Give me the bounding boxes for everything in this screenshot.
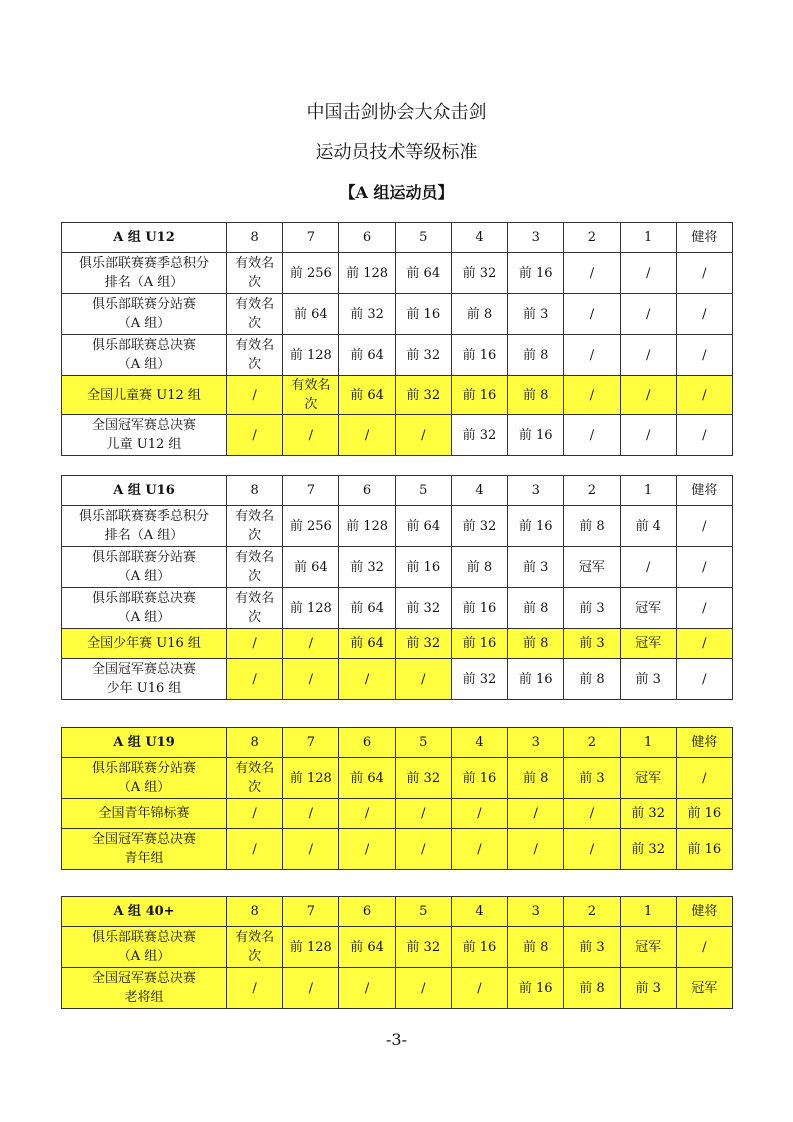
grade-cell: 前 64 xyxy=(283,294,339,335)
grade-cell: 前 64 xyxy=(339,758,395,799)
grade-cell: 前 256 xyxy=(283,506,339,547)
grade-cell: 前 64 xyxy=(339,376,395,415)
grade-cell: / xyxy=(451,829,507,870)
grade-header: 5 xyxy=(395,728,451,758)
table-row xyxy=(62,253,733,294)
grade-cell: / xyxy=(676,547,732,588)
grade-cell: 前 128 xyxy=(339,506,395,547)
grade-cell: / xyxy=(676,588,732,629)
header-row xyxy=(62,897,733,927)
event-label xyxy=(62,629,227,659)
table-row xyxy=(62,629,733,659)
grade-header: 8 xyxy=(227,223,283,253)
event-label xyxy=(62,799,227,829)
event-label-line: 儿童 U12 组 xyxy=(106,437,182,452)
grade-cell: / xyxy=(676,506,732,547)
grade-cell: / xyxy=(564,335,620,376)
grade-cell: 前 8 xyxy=(508,588,564,629)
event-label-line: 青年组 xyxy=(124,851,164,866)
grade-header: 2 xyxy=(564,897,620,927)
grade-cell: 有效名次 xyxy=(227,927,283,968)
grade-cell: / xyxy=(339,968,395,1009)
grade-cell: 前 8 xyxy=(508,376,564,415)
grade-header: 2 xyxy=(564,728,620,758)
grade-cell: / xyxy=(227,629,283,659)
grade-header: 1 xyxy=(620,223,676,253)
grade-header: 6 xyxy=(339,476,395,506)
grade-cell: 前 32 xyxy=(395,927,451,968)
grade-cell: / xyxy=(451,799,507,829)
grade-cell: / xyxy=(676,629,732,659)
event-label xyxy=(62,758,227,799)
grade-cell: 前 64 xyxy=(395,506,451,547)
event-label xyxy=(62,968,227,1009)
group-name: A 组 40+ xyxy=(62,897,227,927)
group-name: A 组 U12 xyxy=(62,223,227,253)
grade-cell: / xyxy=(564,829,620,870)
table-u19 xyxy=(61,727,733,870)
grade-cell: 冠军 xyxy=(620,758,676,799)
grade-header: 3 xyxy=(508,728,564,758)
event-label-line: （A 组） xyxy=(117,357,171,372)
grade-header: 健将 xyxy=(676,476,732,506)
grade-cell: / xyxy=(676,415,732,456)
grade-cell: / xyxy=(395,415,451,456)
grade-header: 7 xyxy=(283,897,339,927)
grade-cell: 前 128 xyxy=(283,588,339,629)
grade-cell: 前 32 xyxy=(620,829,676,870)
grade-cell: / xyxy=(395,659,451,700)
table-row xyxy=(62,829,733,870)
grade-cell: 有效名次 xyxy=(227,547,283,588)
grade-cell: 前 8 xyxy=(564,659,620,700)
grade-header: 6 xyxy=(339,728,395,758)
grade-cell: 前 32 xyxy=(451,506,507,547)
grade-header: 4 xyxy=(451,476,507,506)
table-u12 xyxy=(61,222,733,456)
grade-header: 3 xyxy=(508,223,564,253)
grade-cell: 前 128 xyxy=(283,335,339,376)
group-name: A 组 U19 xyxy=(62,728,227,758)
event-label-line: 全国冠军赛总决赛 xyxy=(91,971,196,986)
event-label-line: 全国冠军赛总决赛 xyxy=(91,832,196,847)
event-label-line: 全国冠军赛总决赛 xyxy=(91,418,196,433)
grade-header: 3 xyxy=(508,476,564,506)
event-label xyxy=(62,659,227,700)
table-row xyxy=(62,799,733,829)
grade-cell: 前 32 xyxy=(395,758,451,799)
grade-cell: 前 3 xyxy=(508,547,564,588)
grade-cell: / xyxy=(227,968,283,1009)
grade-cell: 前 128 xyxy=(339,253,395,294)
grade-cell: / xyxy=(620,376,676,415)
event-label-line: （A 组） xyxy=(117,316,171,331)
table-row xyxy=(62,376,733,415)
grade-cell: / xyxy=(676,376,732,415)
grade-cell: 前 16 xyxy=(508,506,564,547)
event-label-line: 全国儿童赛 U12 组 xyxy=(87,387,201,403)
grade-cell: / xyxy=(620,253,676,294)
grade-cell: / xyxy=(227,799,283,829)
grade-cell: 前 32 xyxy=(451,659,507,700)
grade-cell: 前 16 xyxy=(451,629,507,659)
grade-cell: / xyxy=(395,968,451,1009)
table-u16 xyxy=(61,475,733,700)
grade-cell: / xyxy=(620,415,676,456)
grade-header: 5 xyxy=(395,897,451,927)
grade-cell: 前 8 xyxy=(508,927,564,968)
event-label xyxy=(62,927,227,968)
grade-cell: 有效名次 xyxy=(227,294,283,335)
table-row xyxy=(62,588,733,629)
section-subtitle: 【A 组运动员】 xyxy=(339,183,454,202)
grade-cell: / xyxy=(676,253,732,294)
grade-cell: / xyxy=(339,659,395,700)
grade-cell: 前 8 xyxy=(508,335,564,376)
event-label-line: 俱乐部联赛分站赛 xyxy=(91,761,196,776)
grade-cell: 有效名次 xyxy=(227,588,283,629)
event-label-line: 全国少年赛 U16 组 xyxy=(87,636,201,651)
grade-cell: / xyxy=(227,829,283,870)
event-label-line: （A 组） xyxy=(117,610,171,625)
grade-cell: / xyxy=(227,376,283,415)
grade-cell: 冠军 xyxy=(620,629,676,659)
grade-cell: 前 64 xyxy=(339,335,395,376)
grade-header: 5 xyxy=(395,223,451,253)
grade-cell: 冠军 xyxy=(620,927,676,968)
header-row xyxy=(62,476,733,506)
event-label-line: 俱乐部联赛赛季总积分 xyxy=(78,509,209,524)
event-label-line: （A 组） xyxy=(117,949,171,964)
grade-header: 1 xyxy=(620,476,676,506)
event-label xyxy=(62,253,227,294)
grade-header: 健将 xyxy=(676,728,732,758)
grade-cell: / xyxy=(395,829,451,870)
grade-header: 6 xyxy=(339,897,395,927)
grade-cell: / xyxy=(676,294,732,335)
grade-header: 2 xyxy=(564,476,620,506)
grade-header: 7 xyxy=(283,476,339,506)
table-row xyxy=(62,506,733,547)
table-row xyxy=(62,659,733,700)
grade-cell: / xyxy=(339,799,395,829)
table-row xyxy=(62,415,733,456)
grade-cell: 前 16 xyxy=(508,253,564,294)
doc-title-line1: 中国击剑协会大众击剑 xyxy=(306,102,487,123)
grade-cell: 前 32 xyxy=(339,294,395,335)
grade-cell: / xyxy=(451,968,507,1009)
grade-cell: / xyxy=(620,294,676,335)
grade-cell: / xyxy=(227,415,283,456)
grade-cell: / xyxy=(283,968,339,1009)
event-label-line: 全国冠军赛总决赛 xyxy=(91,662,196,677)
grade-header: 1 xyxy=(620,728,676,758)
grade-cell: / xyxy=(283,659,339,700)
grade-cell: / xyxy=(283,829,339,870)
grade-cell: 前 16 xyxy=(676,829,732,870)
event-label xyxy=(62,506,227,547)
grade-cell: 前 3 xyxy=(620,968,676,1009)
grade-cell: 前 8 xyxy=(508,758,564,799)
grade-cell: 前 16 xyxy=(508,415,564,456)
grade-cell: 前 16 xyxy=(451,376,507,415)
event-label xyxy=(62,415,227,456)
grade-cell: / xyxy=(676,927,732,968)
event-label xyxy=(62,829,227,870)
event-label-line: 全国青年锦标赛 xyxy=(98,806,190,821)
table-row xyxy=(62,758,733,799)
event-label-line: 俱乐部联赛分站赛 xyxy=(91,550,196,565)
grade-cell: 有效名次 xyxy=(283,376,339,415)
grade-cell: 前 32 xyxy=(395,588,451,629)
grade-header: 4 xyxy=(451,223,507,253)
grade-cell: 前 64 xyxy=(339,588,395,629)
grade-cell: 前 32 xyxy=(395,629,451,659)
group-name: A 组 U16 xyxy=(62,476,227,506)
grade-cell: / xyxy=(676,335,732,376)
table-row xyxy=(62,547,733,588)
event-label-line: 俱乐部联赛总决赛 xyxy=(91,591,196,606)
grade-header: 7 xyxy=(283,728,339,758)
grade-cell: 前 8 xyxy=(508,629,564,659)
table-row xyxy=(62,968,733,1009)
grade-cell: / xyxy=(283,415,339,456)
event-label xyxy=(62,376,227,415)
grade-cell: 前 8 xyxy=(564,506,620,547)
grade-cell: 前 128 xyxy=(283,927,339,968)
grade-cell: 有效名次 xyxy=(227,253,283,294)
grade-cell: / xyxy=(283,629,339,659)
grade-cell: / xyxy=(339,415,395,456)
grade-cell: / xyxy=(283,799,339,829)
grade-cell: 前 16 xyxy=(451,588,507,629)
event-label-line: 排名（A 组） xyxy=(104,275,184,290)
grade-cell: 前 16 xyxy=(451,927,507,968)
grade-cell: / xyxy=(564,294,620,335)
grade-cell: 前 16 xyxy=(451,758,507,799)
grade-cell: 前 128 xyxy=(283,758,339,799)
grade-cell: 前 256 xyxy=(283,253,339,294)
grade-cell: 前 32 xyxy=(395,335,451,376)
grade-cell: / xyxy=(564,415,620,456)
grade-header: 8 xyxy=(227,728,283,758)
grade-header: 7 xyxy=(283,223,339,253)
event-label xyxy=(62,335,227,376)
grade-cell: 前 32 xyxy=(339,547,395,588)
table-40plus xyxy=(61,896,733,1009)
grade-cell: / xyxy=(564,253,620,294)
grade-cell: 冠军 xyxy=(564,547,620,588)
event-label-line: 排名（A 组） xyxy=(104,528,184,543)
event-label-line: 俱乐部联赛赛季总积分 xyxy=(78,256,209,271)
grade-cell: 前 16 xyxy=(451,335,507,376)
grade-cell: 有效名次 xyxy=(227,506,283,547)
doc-title-line2: 运动员技术等级标准 xyxy=(315,142,478,163)
grade-cell: / xyxy=(564,376,620,415)
event-label-line: （A 组） xyxy=(117,780,171,795)
grade-cell: / xyxy=(676,758,732,799)
grade-header: 4 xyxy=(451,897,507,927)
grade-cell: 前 8 xyxy=(451,547,507,588)
grade-cell: 前 3 xyxy=(564,629,620,659)
grade-header: 2 xyxy=(564,223,620,253)
grade-cell: / xyxy=(620,547,676,588)
grade-header: 8 xyxy=(227,476,283,506)
event-label-line: 少年 U16 组 xyxy=(106,681,182,696)
event-label-line: 老将组 xyxy=(124,990,164,1005)
grade-header: 4 xyxy=(451,728,507,758)
event-label xyxy=(62,294,227,335)
grade-cell: 前 16 xyxy=(676,799,732,829)
grade-cell: 前 3 xyxy=(564,588,620,629)
grade-cell: / xyxy=(676,659,732,700)
grade-cell: / xyxy=(339,829,395,870)
grade-cell: 前 64 xyxy=(339,927,395,968)
grade-cell: / xyxy=(564,799,620,829)
grade-cell: 前 32 xyxy=(451,253,507,294)
grade-cell: 前 64 xyxy=(283,547,339,588)
grade-header: 健将 xyxy=(676,897,732,927)
grade-header: 健将 xyxy=(676,223,732,253)
grade-cell: 前 4 xyxy=(620,506,676,547)
grade-cell: 前 3 xyxy=(564,758,620,799)
grade-cell: 前 8 xyxy=(451,294,507,335)
event-label-line: 俱乐部联赛总决赛 xyxy=(91,930,196,945)
grade-cell: 前 64 xyxy=(395,253,451,294)
grade-cell: / xyxy=(620,335,676,376)
event-label-line: （A 组） xyxy=(117,569,171,584)
grade-cell: 前 3 xyxy=(620,659,676,700)
grade-cell: 有效名次 xyxy=(227,335,283,376)
table-row xyxy=(62,335,733,376)
grade-header: 6 xyxy=(339,223,395,253)
header-row xyxy=(62,223,733,253)
grade-header: 8 xyxy=(227,897,283,927)
grade-cell: 冠军 xyxy=(676,968,732,1009)
grade-cell: / xyxy=(395,799,451,829)
grade-cell: / xyxy=(227,659,283,700)
grade-cell: 前 32 xyxy=(451,415,507,456)
grade-cell: 前 3 xyxy=(508,294,564,335)
grade-cell: 前 16 xyxy=(395,547,451,588)
page-number: -3- xyxy=(386,1030,407,1049)
grade-header: 5 xyxy=(395,476,451,506)
event-label-line: 俱乐部联赛分站赛 xyxy=(91,297,196,312)
grade-cell: 前 3 xyxy=(564,927,620,968)
event-label xyxy=(62,588,227,629)
grade-cell: 有效名次 xyxy=(227,758,283,799)
grade-header: 3 xyxy=(508,897,564,927)
grade-header: 1 xyxy=(620,897,676,927)
grade-cell: / xyxy=(508,799,564,829)
grade-cell: 前 8 xyxy=(564,968,620,1009)
grade-cell: 前 16 xyxy=(508,659,564,700)
event-label-line: 俱乐部联赛总决赛 xyxy=(91,338,196,353)
grade-cell: 前 32 xyxy=(620,799,676,829)
header-row xyxy=(62,728,733,758)
grade-cell: 冠军 xyxy=(620,588,676,629)
table-row xyxy=(62,927,733,968)
grade-cell: 前 16 xyxy=(395,294,451,335)
grade-cell: / xyxy=(508,829,564,870)
grade-cell: 前 16 xyxy=(508,968,564,1009)
table-row xyxy=(62,294,733,335)
event-label xyxy=(62,547,227,588)
grade-cell: 前 32 xyxy=(395,376,451,415)
grade-cell: 前 64 xyxy=(339,629,395,659)
